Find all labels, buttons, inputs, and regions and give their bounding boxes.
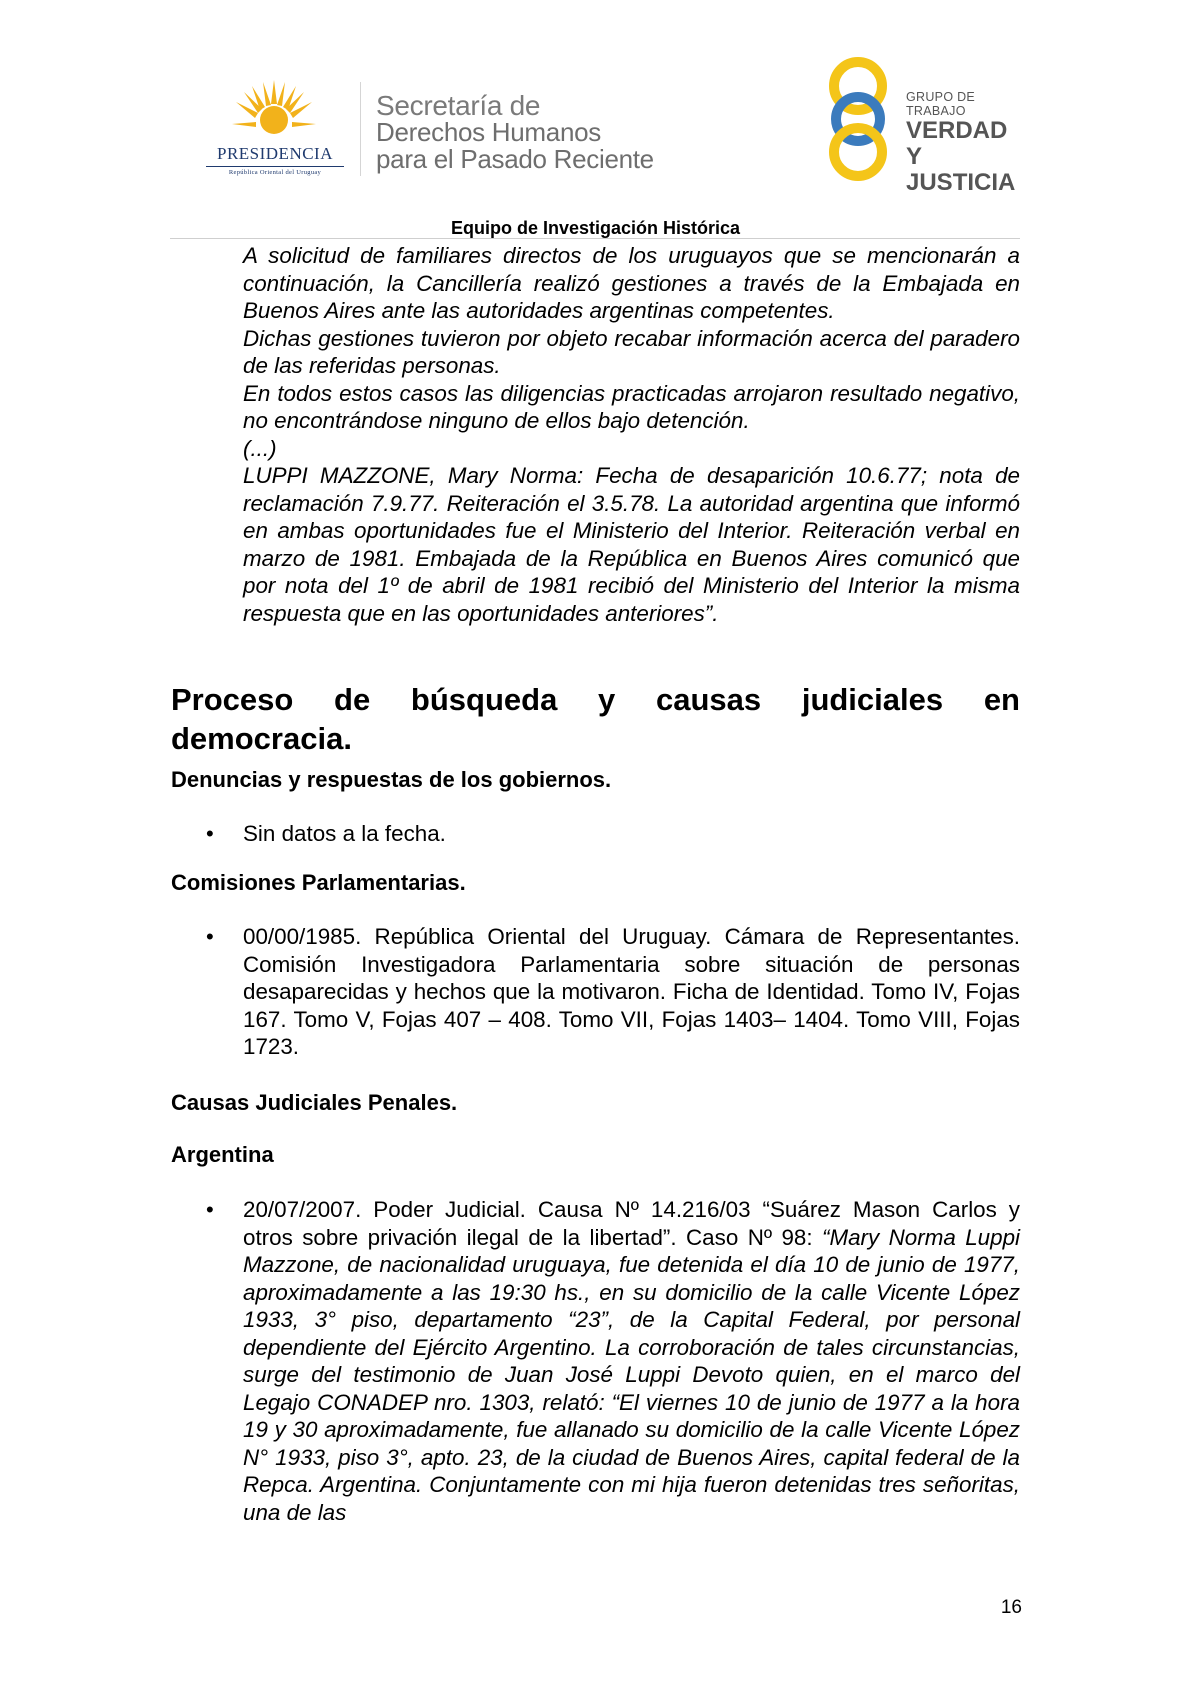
- verdad-justicia-logo: [818, 56, 1028, 196]
- causa-intro-text: 20/07/2007. Poder Judicial. Causa Nº 14.216/03 “Suárez Mason Carlos y otros sobre privación ilegal de la libertad”. Caso Nº 98:: [243, 1197, 1020, 1250]
- page-number: 16: [1000, 1597, 1022, 1618]
- secretaria-line-3: para el Pasado Reciente: [376, 144, 654, 174]
- denuncias-bullet-text: Sin datos a la fecha.: [243, 821, 446, 846]
- bullet-icon: •: [206, 924, 214, 949]
- verdad-label: VERDAD Y: [906, 117, 1008, 170]
- section-title-line-1: Proceso de búsqueda y causas judiciales en: [171, 682, 1020, 717]
- quote-paragraph-5: LUPPI MAZZONE, Mary Norma: Fecha de desaparición 10.6.77; nota de reclamación 7.9.77. Reiteración el 3.5.78. La autoridad argentina que informó en ambas oportunidades fue el Ministerio del Interior. Reiteración verbal en marzo de 1981. Embajada de la República en Buenos Aires comunicó que por nota del 1º de abril de 1981 recibió del Ministerio del Interior la misma respuesta que en las oportunidades anteriores”.: [243, 463, 1020, 626]
- quote-paragraph-4: (...): [243, 435, 277, 461]
- presidencia-wordmark: PRESIDENCIA: [216, 144, 333, 163]
- comisiones-heading: Comisiones Parlamentarias.: [171, 870, 466, 895]
- secretaria-line-1: Secretaría de: [376, 90, 541, 121]
- quote-paragraph-2: Dichas gestiones tuvieron por objeto recabar información acerca del paradero de las referidas personas.: [243, 325, 1020, 378]
- denuncias-bullet: [206, 820, 1020, 848]
- team-title: Equipo de Investigación Histórica: [450, 218, 741, 238]
- causa-quoted-text: “Mary Norma Luppi Mazzone, de nacionalidad uruguaya, fue detenida el día 10 de junio de 1977, aproximadamente a las 19:30 hs., en su domicilio de la calle Vicente López 1933, 3° piso, departamento “23”, de la Capital Federal, por personal dependiente del Ejército Argentino. La corroboración de tales circunstancias, surge del testimonio de Juan José Luppi Devoto quien, en el marco del Legajo CONADEP nro. 1303, relató: “El viernes 10 de junio de 1977 a la hora 19 y 30 aproximadamente, fue allanado su domicilio de la calle Vicente López N° 1933, piso 3°, apto. 23, de la ciudad de Buenos Aires, capital federal de la Repca. Argentina. Conjuntamente con mi hija fueron detenidas tres señoritas, una de las: [243, 1224, 1021, 1525]
- interlinked-rings-icon: [818, 56, 898, 182]
- presidencia-rule: [206, 166, 344, 167]
- comisiones-bullet: [206, 923, 1020, 1061]
- quote-paragraph-1: A solicitud de familiares directos de los uruguayos que se mencionarán a continuación, la Cancillería realizó gestiones a través de la Embajada en Buenos Aires ante las autoridades argentinas competentes.: [243, 243, 1020, 323]
- causas-heading: Causas Judiciales Penales.: [171, 1090, 458, 1115]
- causas-bullet: [206, 1196, 1020, 1526]
- section-title-line-2: democracia.: [171, 721, 352, 756]
- comisiones-bullet-text: 00/00/1985. República Oriental del Uruguay. Cámara de Representantes. Comisión Investigadora Parlamentaria sobre situación de personas desaparecidas y hechos que la motivaron. Ficha de Identidad. Tomo IV, Fojas 167. Tomo V, Fojas 407 – 408. Tomo VII, Fojas 1403– 1404. Tomo VIII, Fojas 1723.: [243, 924, 1020, 1059]
- secretaria-title: [376, 92, 654, 173]
- bullet-icon: •: [206, 821, 214, 846]
- secretaria-line-2: Derechos Humanos: [376, 117, 601, 147]
- sun-emblem-icon: [232, 80, 316, 138]
- header-rule: [170, 238, 1020, 239]
- section-title: [171, 680, 1020, 758]
- page-header: [0, 0, 1191, 240]
- presidencia-logo: [196, 80, 354, 176]
- causas-bullet-text: [243, 1196, 1020, 1526]
- presidencia-subtitle: República Oriental del Uruguay: [228, 169, 322, 176]
- bullet-icon: •: [206, 1197, 214, 1222]
- logo-divider: [360, 82, 361, 176]
- justicia-label: JUSTICIA: [906, 169, 1016, 196]
- grupo-de-trabajo-label: GRUPO DE TRABAJO: [906, 90, 976, 118]
- argentina-subheading: Argentina: [171, 1142, 274, 1167]
- denuncias-heading: Denuncias y respuestas de los gobiernos.: [171, 767, 612, 792]
- verdad-justicia-wordmark: [906, 90, 1028, 196]
- quoted-cancilleria-text: [243, 242, 1020, 627]
- quote-paragraph-3: En todos estos casos las diligencias practicadas arrojaron resultado negativo, no encontrándose ninguno de ellos bajo detención.: [243, 380, 1020, 433]
